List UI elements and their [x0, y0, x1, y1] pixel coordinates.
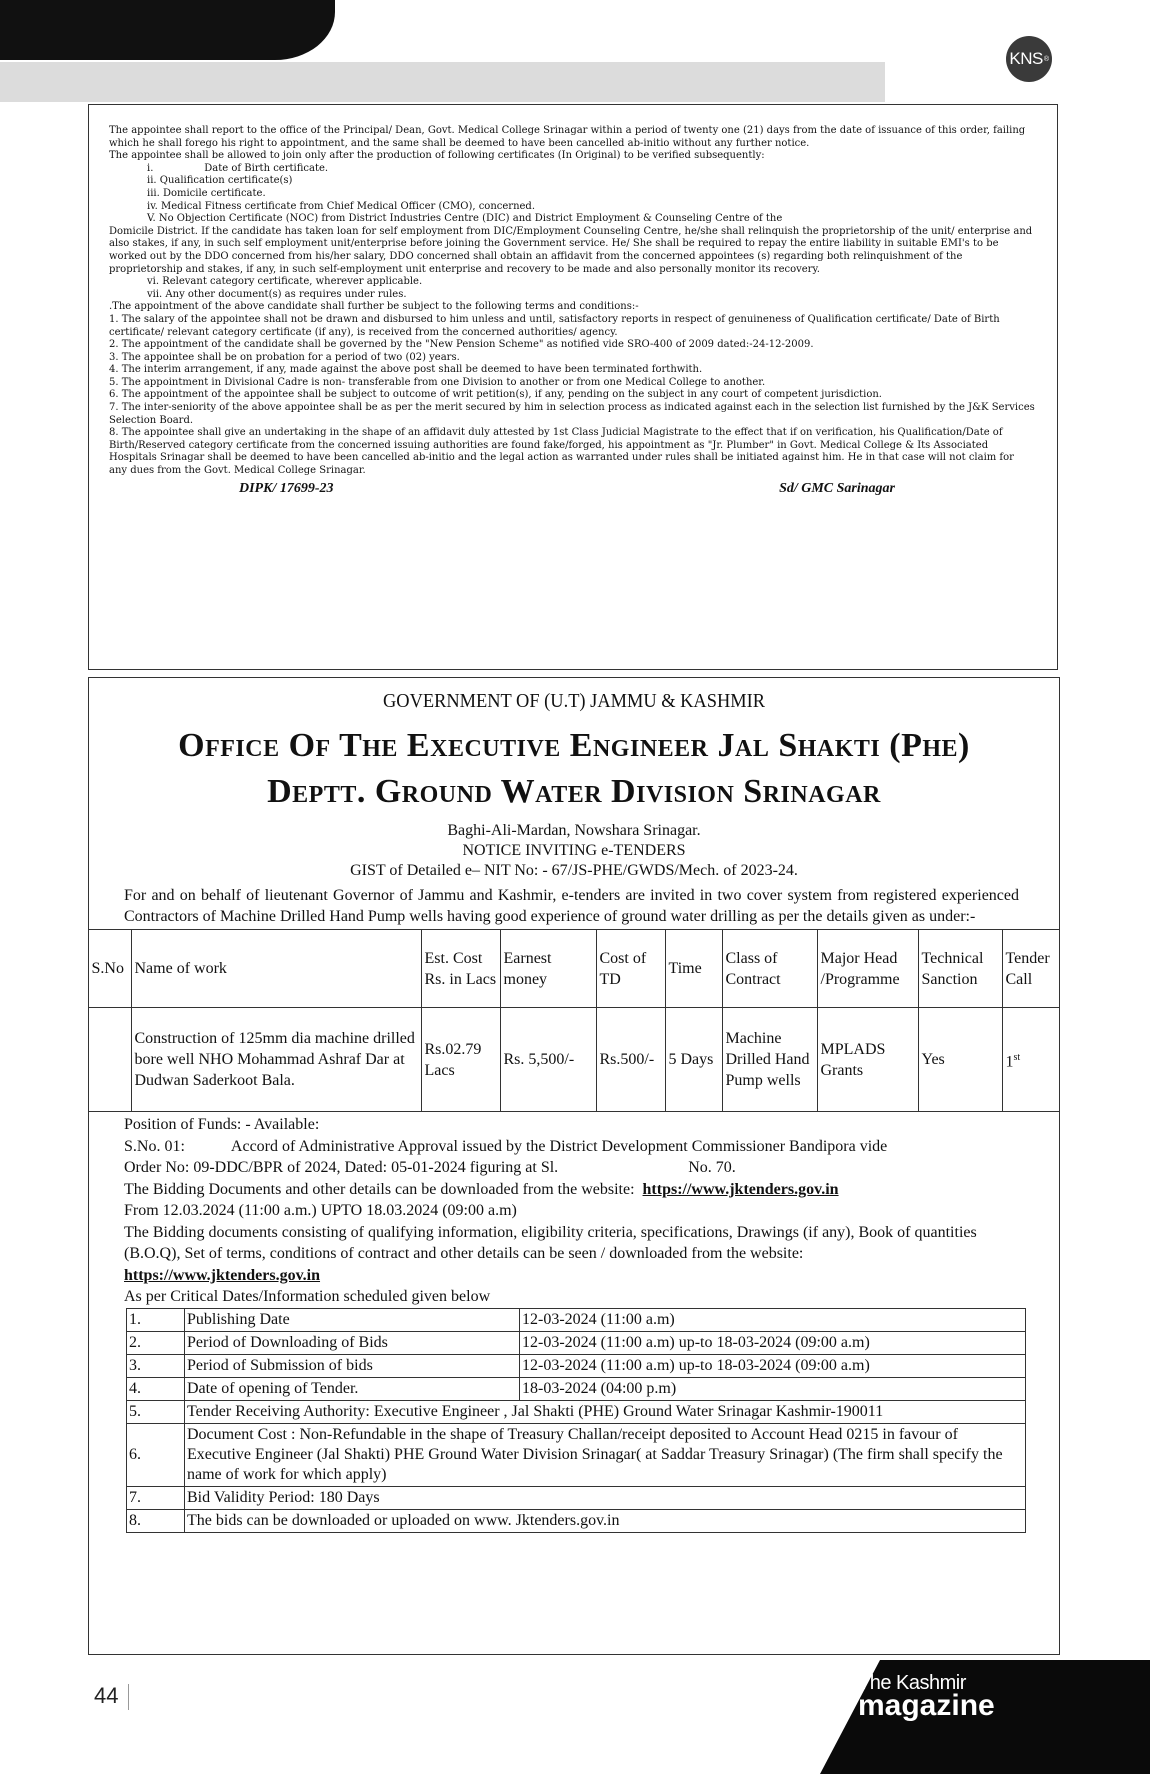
table-row: [127, 1354, 1026, 1377]
table-row: [127, 1377, 1026, 1400]
row-value: 12-03-2024 (11:00 a.m) up-to 18-03-2024 (09:00 a.m): [520, 1354, 1026, 1377]
certificate-item: ii. Qualification certificate(s): [147, 175, 293, 187]
tender-call-suffix: st: [1013, 1051, 1021, 1063]
row-number: 1.: [127, 1308, 185, 1331]
cell: [1002, 1008, 1059, 1112]
funds-sno: S.No. 01:: [124, 1137, 185, 1155]
table-row: [127, 1423, 1026, 1486]
brand-line-1: The Kashmir: [858, 1672, 966, 1694]
term-item: 6. The appointment of the appointee shall be subject to outcome of writ petition(s), if any, pending on the subject in any court of competent jurisdiction.: [109, 389, 882, 401]
term-item: 2. The appointment of the candidate shall be governed by the "New Pension Scheme" as notified vide SRO-400 of 2009 dated:-24-12-2009.: [109, 339, 814, 351]
col-header: Tender Call: [1002, 930, 1059, 1008]
cell: [88, 1008, 131, 1112]
jktenders-link-2[interactable]: https://www.jktenders.gov.in: [124, 1266, 321, 1284]
critical-dates-heading: As per Critical Dates/Information scheduled given below: [124, 1288, 491, 1305]
download-text: The Bidding Documents and other details can be downloaded from the website:: [124, 1180, 635, 1198]
certificate-item: vi. Relevant category certificate, wherever applicable.: [147, 276, 423, 288]
col-header: Earnest money: [500, 930, 596, 1008]
tender-call-value: 1: [1005, 1053, 1014, 1071]
table-row: [127, 1400, 1026, 1423]
address: Baghi-Ali-Mardan, Nowshara Srinagar.: [447, 822, 701, 839]
term-item: 3. The appointee shall be on probation for a period of two (02) years.: [109, 351, 460, 363]
certificate-item: i. Date of Birth certificate.: [147, 162, 329, 174]
row-key: Period of Downloading of Bids: [185, 1331, 520, 1354]
col-header: Cost of TD: [596, 930, 665, 1008]
row-key: The bids can be downloaded or uploaded on www. Jktenders.gov.in: [185, 1509, 1026, 1532]
cell: Rs.02.79 Lacs: [421, 1008, 500, 1112]
certificate-item: iv. Medical Fitness certificate from Chief Medical Officer (CMO), concerned.: [147, 200, 536, 212]
row-number: 2.: [127, 1331, 185, 1354]
department-heading: Deptt. Ground Water Division Srinagar: [267, 773, 881, 810]
row-number: 4.: [127, 1377, 185, 1400]
signatory: Sd/ GMC Sarinagar: [779, 480, 895, 496]
office-heading: Office Of The Executive Engineer Jal Shakti (Phe): [178, 727, 970, 764]
col-header: Name of work: [131, 930, 421, 1008]
cell: Machine Drilled Hand Pump wells: [722, 1008, 817, 1112]
table-row: [127, 1486, 1026, 1509]
certificate-item: vii. Any other document(s) as requires under rules.: [147, 288, 407, 300]
term-item: 1. The salary of the appointee shall not be drawn and disbursed to him unless and until, satisfactory reports in respect of genuineness of Qualification certificate/ Date of Birth certificate/ relevant category certificate (if any), is received from the concerned authorities/ agency.: [109, 313, 1000, 338]
term-item: 7. The inter-seniority of the above appointee shall be as per the merit secured by him in selection process as indicated against each in the selection list furnished by the J&K Services Selection Board.: [109, 402, 1035, 426]
table-row: [127, 1308, 1026, 1331]
term-item: 5. The appointment in Divisional Cadre is non- transferable from one Division to another or from one Medical College to another.: [109, 376, 766, 388]
funds-section: [89, 1112, 1059, 1308]
row-number: 7.: [127, 1486, 185, 1509]
table-row: [127, 1509, 1026, 1532]
magazine-logo: [858, 1672, 1028, 1742]
col-header: Technical Sanction: [918, 930, 1002, 1008]
table-row: [127, 1331, 1026, 1354]
brand-line-2: magazine: [858, 1689, 995, 1722]
header-black-band: [0, 0, 335, 60]
row-key: Document Cost : Non-Refundable in the shape of Treasury Challan/receipt deposited to Account Head 0215 in favour of Executive Engineer (Jal Shakti) PHE Ground Water Division Srinagar( at Saddar Treasury Srinagar) (The firm shall specify the name of work for which apply): [185, 1423, 1026, 1486]
kns-logo-text: KNS: [1009, 49, 1043, 68]
link-line: [124, 1265, 1029, 1287]
government-heading: GOVERNMENT OF (U.T) JAMMU & KASHMIR: [382, 690, 766, 712]
term-item: 8. The appointee shall give an undertaking in the shape of an affidavit duly attested by 1st Class Judicial Magistrate to the effect that if on verification, his Qualification/Date of Birth/Reserved category certificate from the concerned issuing authorities are found fake/forged, his appointment as "Jr. Plumber" in Govt. Medical College & Its Associated Hospitals Srinagar shall be deemed to have been cancelled ab-initio and the legal action as warranted under rules shall be initiated against him. He in that case will not claim for any dues from the Govt. Medical College Srinagar.: [109, 427, 1014, 477]
row-key: Date of opening of Tender.: [185, 1377, 520, 1400]
row-number: 8.: [127, 1509, 185, 1532]
term-item: 4. The interim arrangement, if any, made against the above post shall be deemed to have been terminated forthwith.: [109, 364, 703, 376]
row-key: Bid Validity Period: 180 Days: [185, 1486, 1026, 1509]
notice-para: The appointee shall be allowed to join only after the production of following certificates (In Original) to be verified subsequently:: [109, 150, 765, 162]
table-header-row: [88, 930, 1059, 1008]
certificate-item-cont: Domicile District. If the candidate has taken loan for self employment from DIC/Employment Counseling Centre, he/she shall relinquish the proprietorship of the unit/ enterprise and also stakes, if any, in such self employment unit/enterprise before joining the Government service. He/ She shall be required to repay the entire liability in suitable EMI's to be worked out by the DDO concerned from his/her salary, DDO concerned shall obtain an affidavit from the concerned appointees (s) regarding both relinquishment of the proprietorship and stakes, if any, in such self-employment unit enterprise and recovery to be made and also personally monitor its recovery.: [109, 225, 1033, 275]
funds-line: Position of Funds: - Available:: [124, 1116, 320, 1133]
cell: Construction of 125mm dia machine drilled bore well NHO Mohammad Ashraf Dar at Dudwan Saderkoot Bala.: [131, 1008, 421, 1112]
terms-heading: .The appointment of the above candidate shall further be subject to the following terms and conditions:-: [109, 301, 639, 313]
table-row: [88, 1008, 1059, 1112]
notice-para: The appointee shall report to the office of the Principal/ Dean, Govt. Medical College Srinagar within a period of twenty one (21) days from the date of issuance of this order, failing which he shall forego his right to appointment, and the same shall be deemed to have been cancelled ab-initio without any further notice.: [109, 125, 1026, 149]
cell: Rs.500/-: [596, 1008, 665, 1112]
dipk-number: DIPK/ 17699-23: [239, 480, 334, 496]
row-number: 3.: [127, 1354, 185, 1377]
tender-notice: [88, 677, 1060, 1655]
intro-paragraph: For and on behalf of lieutenant Governor of Jammu and Kashmir, e-tenders are invited in two cover system from registered experienced Contractors of Machine Drilled Hand Pump wells having good experience of ground water drilling as per the details given as under:-: [124, 887, 1019, 925]
cell: MPLADS Grants: [817, 1008, 918, 1112]
tender-table: [88, 929, 1060, 1112]
date-range: From 12.03.2024 (11:00 a.m.) UPTO 18.03.2024 (09:00 a.m): [124, 1202, 517, 1219]
row-value: 12-03-2024 (11:00 a.m): [520, 1308, 1026, 1331]
row-key: Publishing Date: [185, 1308, 520, 1331]
page-divider: [128, 1684, 129, 1710]
cell: Yes: [918, 1008, 1002, 1112]
order-no: Order No: 09-DDC/BPR of 2024, Dated: 05-01-2024 figuring at Sl.: [124, 1159, 559, 1176]
funds-line: [124, 1157, 1029, 1179]
certificate-item: iii. Domicile certificate.: [147, 187, 266, 199]
col-header: Class of Contract: [722, 930, 817, 1008]
nit-gist: GIST of Detailed e– NIT No: - 67/JS-PHE/GWDS/Mech. of 2023-24.: [350, 862, 798, 879]
row-number: 5.: [127, 1400, 185, 1423]
row-number: 6.: [127, 1423, 185, 1486]
funds-line: [124, 1136, 1029, 1158]
col-header: Time: [665, 930, 722, 1008]
nit-title: NOTICE INVITING e-TENDERS: [462, 842, 686, 859]
cell: Rs. 5,500/-: [500, 1008, 596, 1112]
jktenders-link[interactable]: https://www.jktenders.gov.in: [642, 1180, 839, 1198]
critical-dates-table: [126, 1308, 1026, 1533]
funds-accord: Accord of Administrative Approval issued by the District Development Commissioner Bandipora vide: [230, 1137, 888, 1155]
col-header: S.No: [88, 930, 131, 1008]
page-number: 44: [94, 1683, 119, 1708]
appointment-notice: [88, 104, 1058, 670]
row-value: 12-03-2024 (11:00 a.m) up-to 18-03-2024 (09:00 a.m): [520, 1331, 1026, 1354]
header-grey-band: [0, 62, 885, 102]
col-header: Major Head /Programme: [817, 930, 918, 1008]
download-line: [124, 1179, 1029, 1201]
certificate-item: V. No Objection Certificate (NOC) from District Industries Centre (DIC) and District Employment & Counseling Centre of the: [147, 213, 783, 225]
order-sl: No. 70.: [688, 1159, 736, 1176]
row-value: 18-03-2024 (04:00 p.m): [520, 1377, 1026, 1400]
col-header: Est. Cost Rs. in Lacs: [421, 930, 500, 1008]
cell: 5 Days: [665, 1008, 722, 1112]
row-key: Tender Receiving Authority: Executive Engineer , Jal Shakti (PHE) Ground Water Srinagar Kashmir-190011: [185, 1400, 1026, 1423]
row-key: Period of Submission of bids: [185, 1354, 520, 1377]
kns-logo: KNS ®: [1006, 36, 1052, 82]
signature-row: [109, 481, 1035, 497]
bidding-docs: The Bidding documents consisting of qualifying information, eligibility criteria, specifications, Drawings (if any), Book of quantities (B.O.Q), Set of terms, conditions of contract and other details can be seen / downloaded from the website:: [124, 1223, 977, 1262]
